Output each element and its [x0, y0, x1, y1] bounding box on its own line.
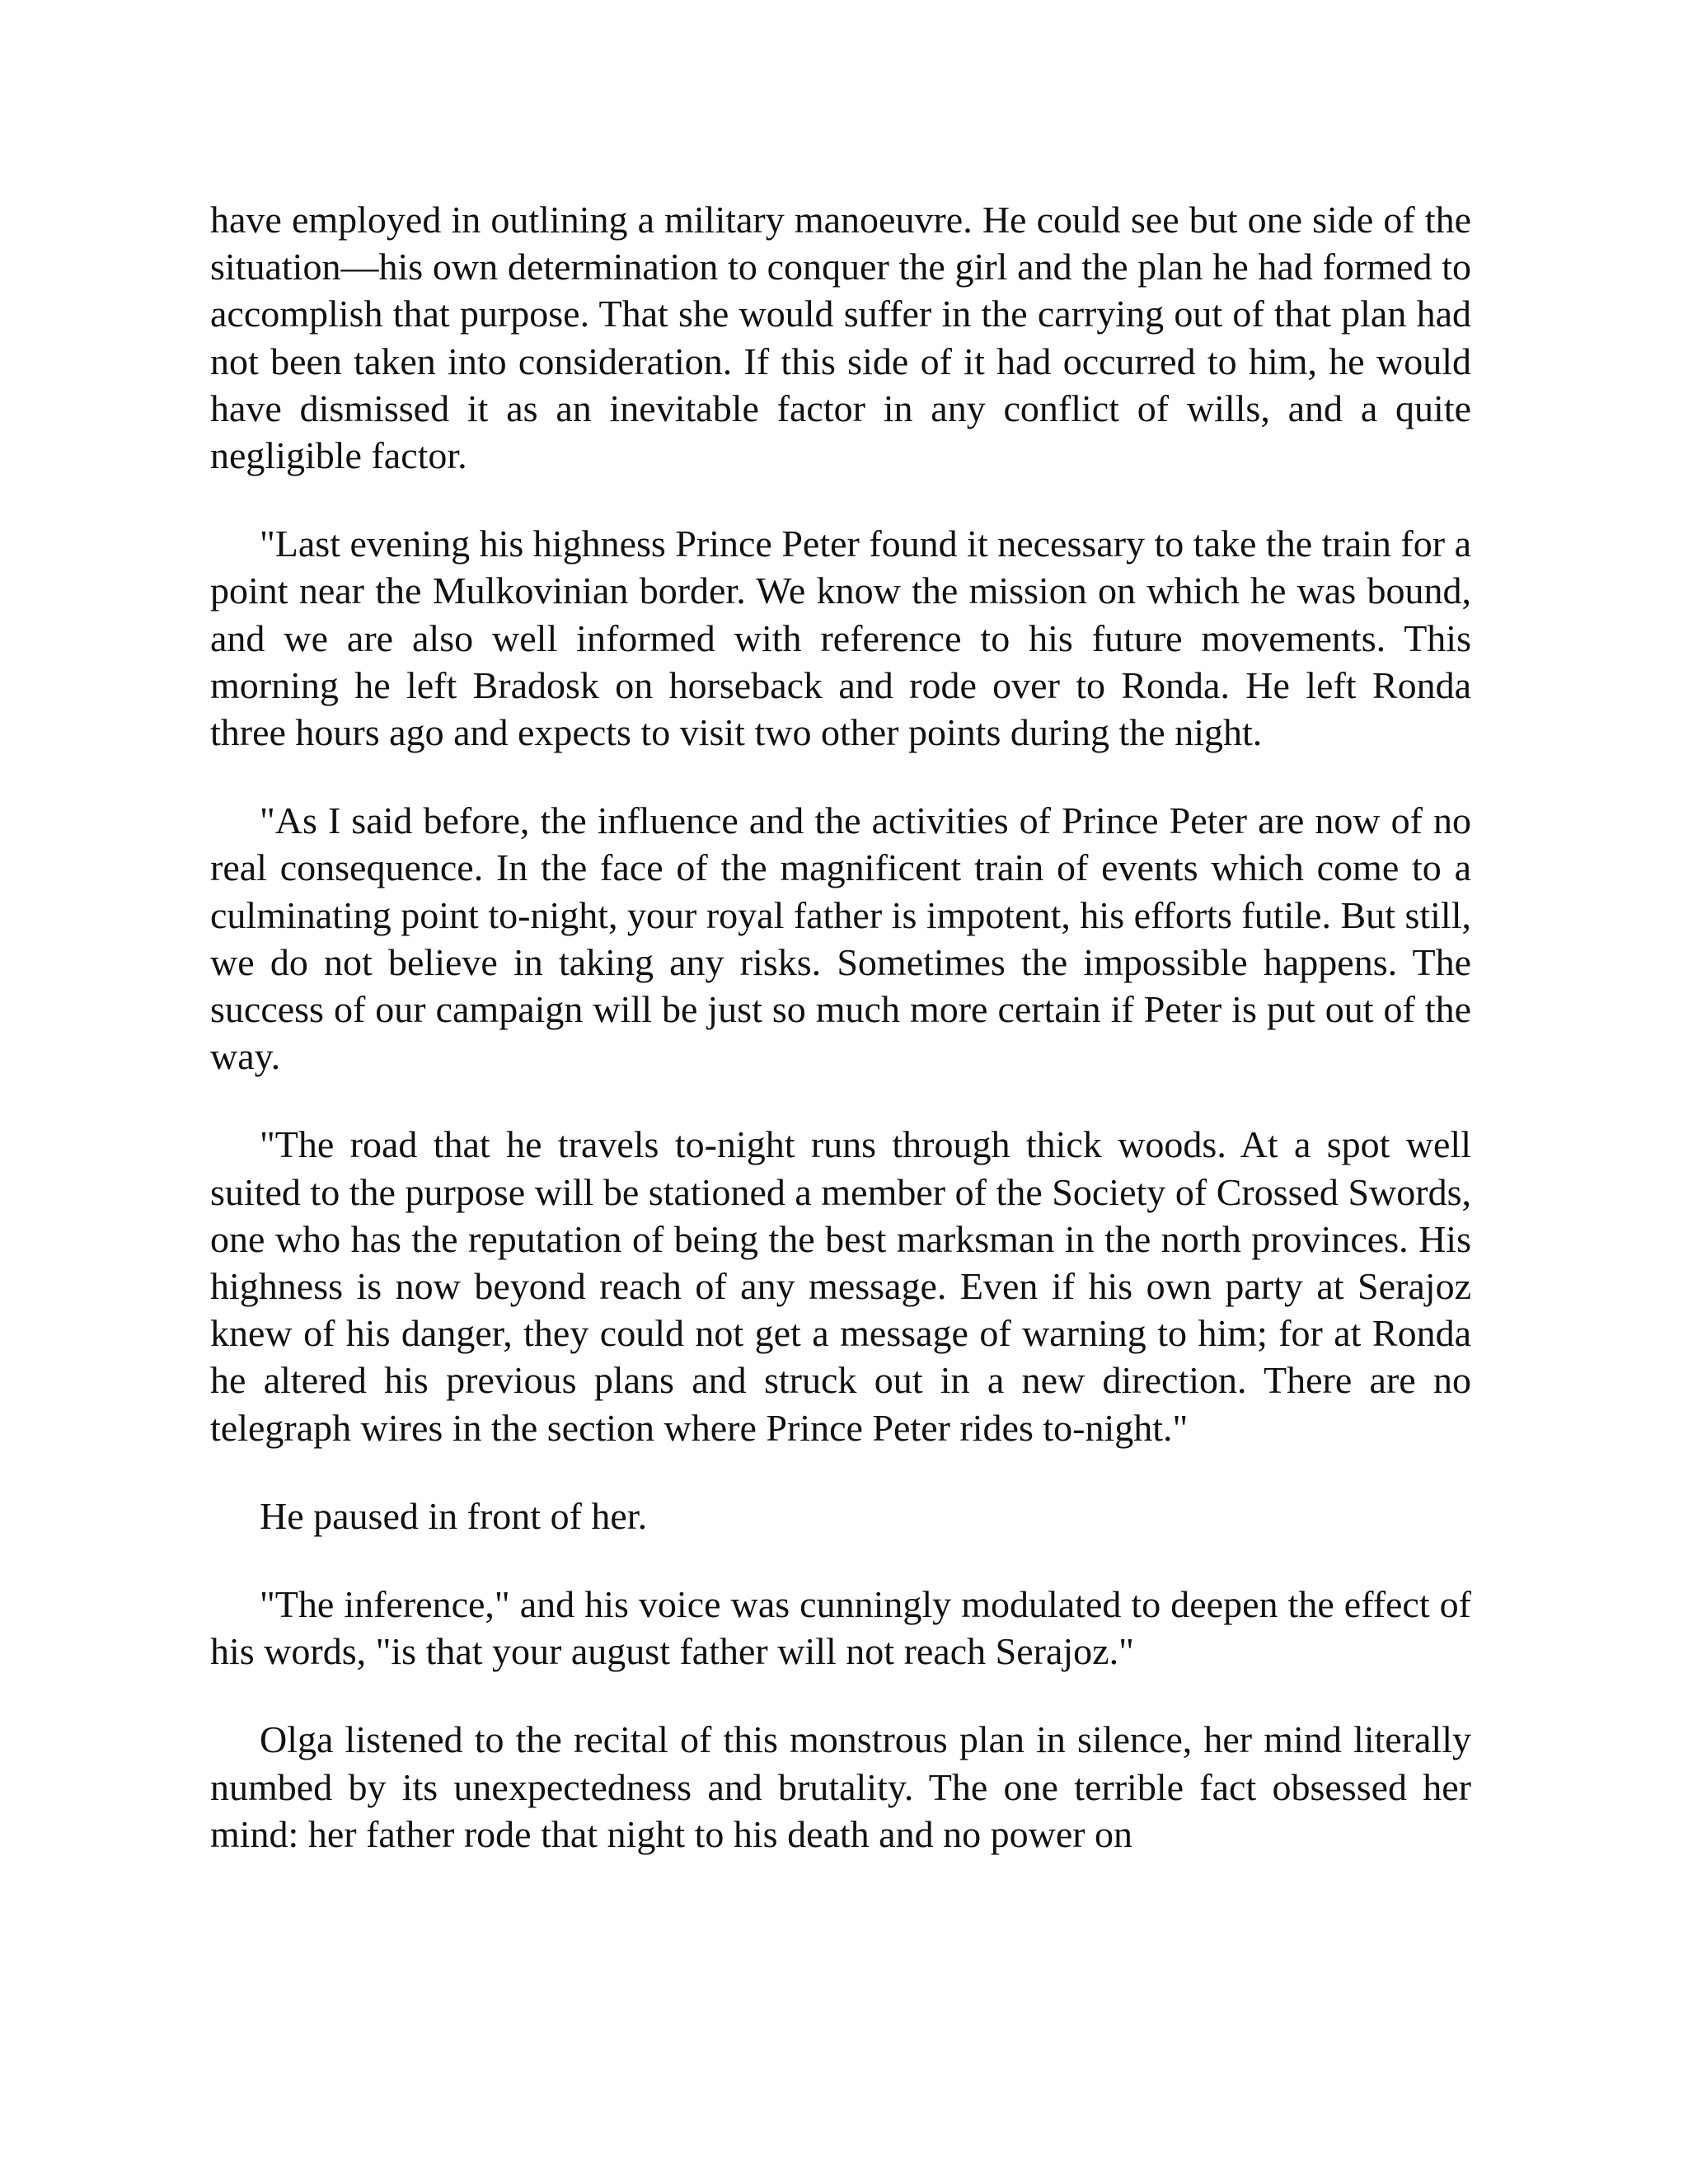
paragraph-3: "As I said before, the influence and the activities of Prince Peter are now of no real consequence. In the face of the magnificent train of events which come to a culminating point to-night, your royal father is impotent, his efforts futile. But still, we do not believe in taking any risks. Sometimes the impossible happens. The success of our campaign will be just so much more certain if Peter is put out of the way. — [210, 799, 1471, 1078]
paragraph-2: "Last evening his highness Prince Peter found it necessary to take the train for a point near the Mulkovinian border. We know the mission on which he was bound, and we are also well informed with reference to his future movements. This morning he left Bradosk on horseback and rode over to Ronda. He left Ronda three hours ago and expects to visit two other points during the night. — [210, 523, 1471, 754]
paragraph-6: "The inference," and his voice was cunningly modulated to deepen the effect of his words, "is that your august father will not reach Serajoz." — [210, 1583, 1471, 1673]
paragraph-5: He paused in front of her. — [260, 1494, 648, 1537]
paragraph-1: have employed in outlining a military manoeuvre. He could see but one side of the situation—his own determination to conquer the girl and the plan he had formed to accomplish that purpose. That she would suffer in the carrying out of that plan had not been taken into consideration. If this side of it had occurred to him, he would have dismissed it as an inevitable factor in any conflict of wills, and a quite negligible factor. — [210, 199, 1471, 477]
paragraph-7: Olga listened to the recital of this monstrous plan in silence, her mind literally numbed by its unexpectedness and brutality. The one terrible fact obsessed her mind: her father rode that night to his death and no power on — [210, 1718, 1471, 1855]
document-page — [210, 196, 1471, 1858]
paragraph-4: "The road that he travels to-night runs through thick woods. At a spot well suited to the purpose will be stationed a member of the Society of Crossed Swords, one who has the reputation of being the best marksman in the north provinces. His highness is now beyond reach of any message. Even if his own party at Serajoz knew of his danger, they could not get a message of warning to him; for at Ronda he altered his previous plans and struck out in a new direction. There are no telegraph wires in the section where Prince Peter rides to-night." — [210, 1123, 1471, 1449]
